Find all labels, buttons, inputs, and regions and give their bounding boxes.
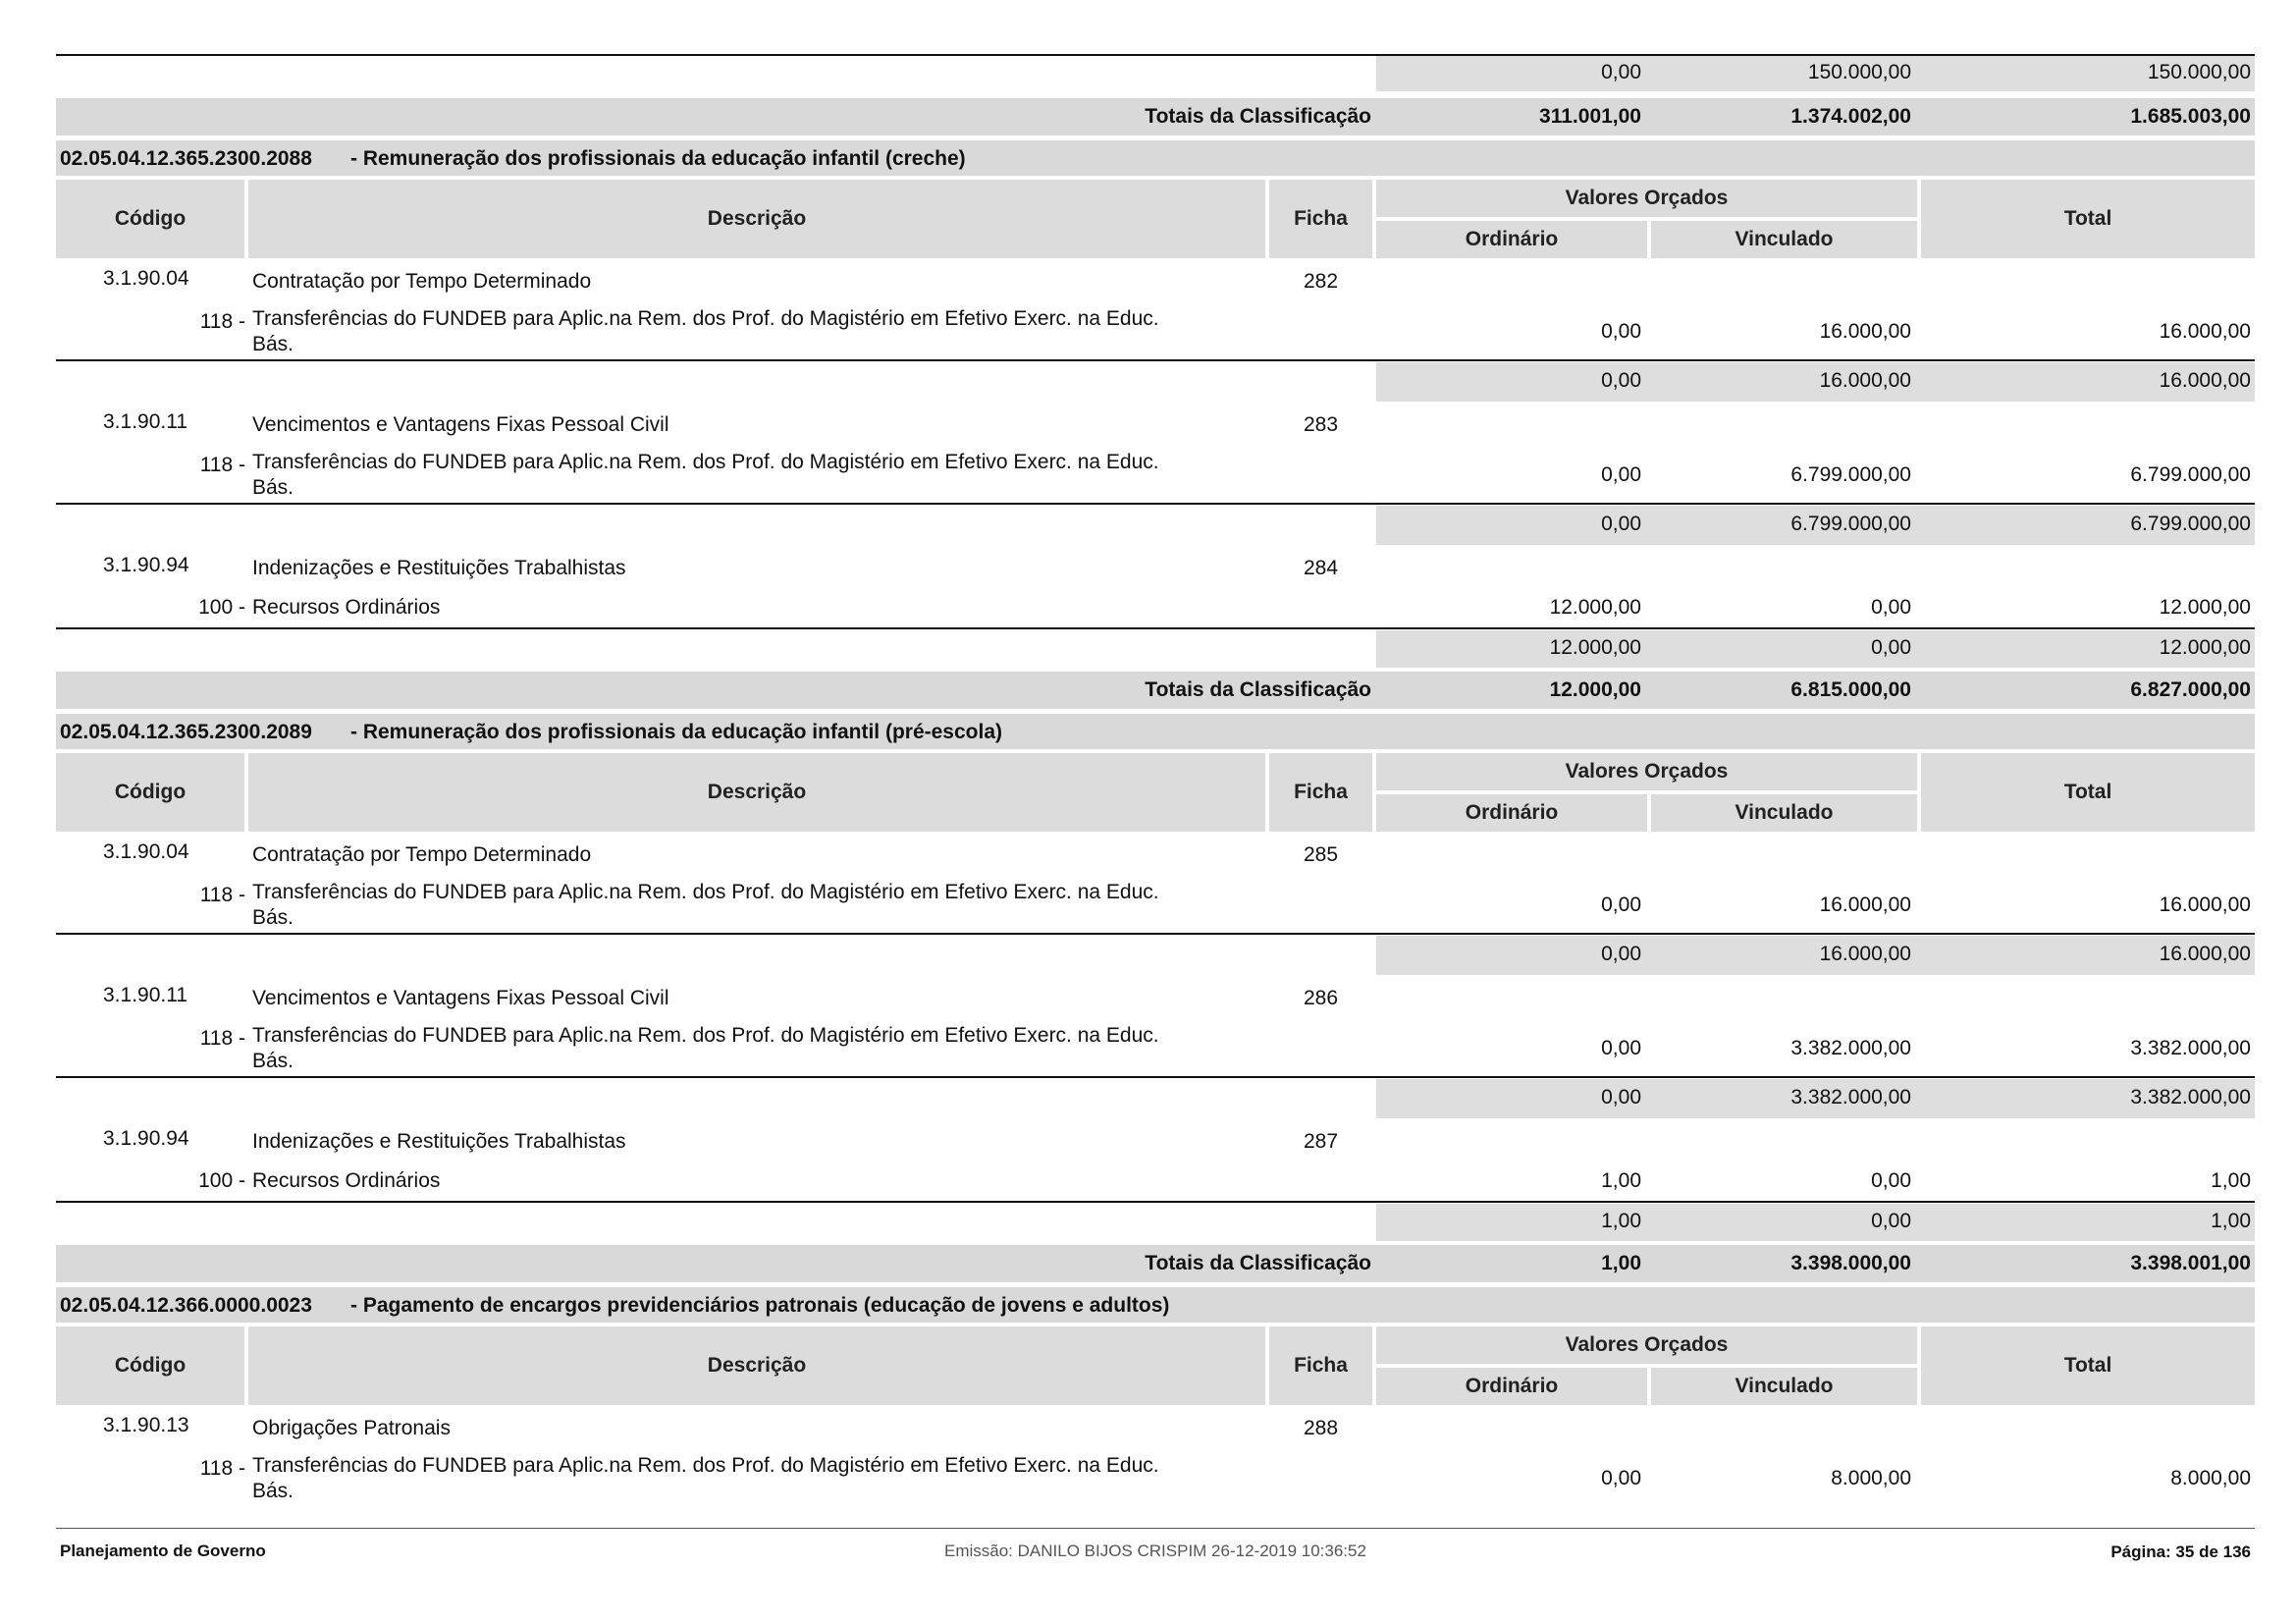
totals-vinculado: 3.398.000,00 <box>1790 1252 1911 1274</box>
fonte-code: 118 - <box>199 1457 245 1480</box>
fonte-code: 118 - <box>199 884 245 906</box>
value-ordinario: 0,00 <box>1601 1467 1641 1489</box>
col-valores-orcados: Valores Orçados <box>1376 753 1917 790</box>
totals-vinculado: 1.374.002,00 <box>1790 105 1911 128</box>
value-total: 3.382.000,00 <box>2130 1037 2251 1059</box>
item-descricao: Obrigações Patronais <box>252 1417 451 1439</box>
item-codigo: 3.1.90.94 <box>103 554 189 576</box>
item-descricao: Indenizações e Restituições Trabalhistas <box>252 557 626 579</box>
col-ordinario: Ordinário <box>1376 221 1647 258</box>
item-ficha: 284 <box>1303 557 1339 579</box>
rule <box>56 627 2255 629</box>
subtotal-ordinario: 0,00 <box>1601 1086 1641 1109</box>
footer-page-number: Página: 35 de 136 <box>2110 1542 2251 1561</box>
fonte-desc: Transferências do FUNDEB para Aplic.na Rem. dos Prof. do Magistério em Efetivo Exerc. na Educ. <box>252 1454 1159 1477</box>
item-codigo: 3.1.90.94 <box>103 1127 189 1150</box>
col-descricao: Descrição <box>248 180 1265 258</box>
fonte-desc-cont: Bás. <box>252 1480 294 1502</box>
subtotal-ordinario: 0,00 <box>1601 943 1641 965</box>
col-ordinario: Ordinário <box>1376 1368 1647 1405</box>
subtotal-vinculado: 6.799.000,00 <box>1790 513 1911 535</box>
subtotal-ordinario: 1,00 <box>1601 1210 1641 1232</box>
value-vinculado: 0,00 <box>1871 596 1911 619</box>
value-vinculado: 16.000,00 <box>1819 893 1911 916</box>
col-ficha: Ficha <box>1269 180 1372 258</box>
footer-emission: Emissão: DANILO BIJOS CRISPIM 26-12-2019 10:36:52 <box>944 1542 1366 1560</box>
value-ordinario: 0,00 <box>1601 893 1641 916</box>
subtotal-ordinario: 0,00 <box>1601 61 1641 83</box>
rule <box>56 1201 2255 1203</box>
value-total: 8.000,00 <box>2170 1467 2251 1489</box>
value-ordinario: 1,00 <box>1601 1169 1641 1192</box>
value-vinculado: 3.382.000,00 <box>1790 1037 1911 1059</box>
value-total: 16.000,00 <box>2159 320 2251 343</box>
subtotal-vinculado: 3.382.000,00 <box>1790 1086 1911 1109</box>
item-codigo: 3.1.90.11 <box>103 410 188 433</box>
col-ficha: Ficha <box>1269 1326 1372 1405</box>
item-descricao: Contratação por Tempo Determinado <box>252 270 592 293</box>
section-code: 02.05.04.12.365.2300.2089 <box>60 721 312 743</box>
footer-left: Planejamento de Governo <box>60 1542 266 1560</box>
totals-label: Totais da Classificação <box>1145 105 1371 128</box>
fonte-code: 118 - <box>199 454 245 476</box>
value-total: 12.000,00 <box>2159 596 2251 619</box>
col-descricao: Descrição <box>248 1326 1265 1405</box>
subtotal-total: 16.000,00 <box>2159 943 2251 965</box>
fonte-desc-cont: Bás. <box>252 1050 294 1072</box>
col-ficha: Ficha <box>1269 753 1372 832</box>
subtotal-ordinario: 12.000,00 <box>1549 636 1641 659</box>
value-vinculado: 16.000,00 <box>1819 320 1911 343</box>
col-codigo: Código <box>56 180 244 258</box>
totals-vinculado: 6.815.000,00 <box>1790 678 1911 701</box>
value-ordinario: 0,00 <box>1601 1037 1641 1059</box>
item-ficha: 286 <box>1303 987 1339 1009</box>
item-codigo: 3.1.90.11 <box>103 984 188 1006</box>
subtotal-total: 16.000,00 <box>2159 369 2251 392</box>
totals-total: 1.685.003,00 <box>2130 105 2251 128</box>
col-codigo: Código <box>56 1326 244 1405</box>
subtotal-total: 12.000,00 <box>2159 636 2251 659</box>
fonte-desc: Transferências do FUNDEB para Aplic.na Rem. dos Prof. do Magistério em Efetivo Exerc. na Educ. <box>252 881 1159 903</box>
fonte-code: 100 - <box>198 596 245 619</box>
fonte-desc: Transferências do FUNDEB para Aplic.na Rem. dos Prof. do Magistério em Efetivo Exerc. na Educ. <box>252 307 1159 330</box>
subtotal-vinculado: 150.000,00 <box>1807 61 1911 83</box>
subtotal-vinculado: 0,00 <box>1871 636 1911 659</box>
item-descricao: Vencimentos e Vantagens Fixas Pessoal Civil <box>252 413 669 436</box>
rule <box>56 359 2255 361</box>
totals-ordinario: 1,00 <box>1601 1252 1641 1274</box>
col-total: Total <box>1921 180 2255 258</box>
col-total: Total <box>1921 1326 2255 1405</box>
col-codigo: Código <box>56 753 244 832</box>
col-vinculado: Vinculado <box>1651 221 1917 258</box>
value-ordinario: 0,00 <box>1601 463 1641 486</box>
item-codigo: 3.1.90.13 <box>103 1414 189 1436</box>
value-ordinario: 12.000,00 <box>1549 596 1641 619</box>
value-vinculado: 8.000,00 <box>1831 1467 1911 1489</box>
totals-ordinario: 12.000,00 <box>1549 678 1641 701</box>
col-ordinario: Ordinário <box>1376 794 1647 832</box>
fonte-code: 118 - <box>199 310 245 333</box>
section-title: - Remuneração dos profissionais da educação infantil (creche) <box>350 147 966 170</box>
fonte-desc: Recursos Ordinários <box>252 1169 441 1192</box>
item-descricao: Contratação por Tempo Determinado <box>252 843 592 866</box>
rule <box>56 933 2255 935</box>
subtotal-vinculado: 16.000,00 <box>1819 369 1911 392</box>
fonte-desc-cont: Bás. <box>252 476 294 499</box>
subtotal-total: 6.799.000,00 <box>2130 513 2251 535</box>
item-codigo: 3.1.90.04 <box>103 840 189 863</box>
fonte-code: 100 - <box>198 1169 245 1192</box>
value-ordinario: 0,00 <box>1601 320 1641 343</box>
section-code: 02.05.04.12.366.0000.0023 <box>60 1294 312 1317</box>
value-vinculado: 0,00 <box>1871 1169 1911 1192</box>
item-ficha: 282 <box>1303 270 1339 293</box>
col-descricao: Descrição <box>248 753 1265 832</box>
totals-label: Totais da Classificação <box>1145 1252 1371 1274</box>
fonte-desc: Transferências do FUNDEB para Aplic.na Rem. dos Prof. do Magistério em Efetivo Exerc. na Educ. <box>252 451 1159 473</box>
section-title: - Remuneração dos profissionais da educação infantil (pré-escola) <box>350 721 1003 743</box>
subtotal-vinculado: 0,00 <box>1871 1210 1911 1232</box>
rule <box>56 503 2255 505</box>
totals-total: 6.827.000,00 <box>2130 678 2251 701</box>
subtotal-total: 3.382.000,00 <box>2130 1086 2251 1109</box>
col-valores-orcados: Valores Orçados <box>1376 180 1917 217</box>
value-total: 6.799.000,00 <box>2130 463 2251 486</box>
fonte-code: 118 - <box>199 1027 245 1050</box>
fonte-desc-cont: Bás. <box>252 906 294 929</box>
fonte-desc-cont: Bás. <box>252 333 294 355</box>
fonte-desc: Recursos Ordinários <box>252 596 441 619</box>
totals-label: Totais da Classificação <box>1145 678 1371 701</box>
col-total: Total <box>1921 753 2255 832</box>
item-codigo: 3.1.90.04 <box>103 267 189 290</box>
col-valores-orcados: Valores Orçados <box>1376 1326 1917 1364</box>
subtotal-vinculado: 16.000,00 <box>1819 943 1911 965</box>
totals-total: 3.398.001,00 <box>2130 1252 2251 1274</box>
subtotal-ordinario: 0,00 <box>1601 369 1641 392</box>
subtotal-total: 150.000,00 <box>2147 61 2251 83</box>
section-title: - Pagamento de encargos previdenciários patronais (educação de jovens e adultos) <box>350 1294 1170 1317</box>
item-descricao: Indenizações e Restituições Trabalhistas <box>252 1130 626 1153</box>
col-vinculado: Vinculado <box>1651 794 1917 832</box>
report-page <box>56 0 2255 1623</box>
totals-ordinario: 311.001,00 <box>1539 105 1641 128</box>
item-ficha: 287 <box>1303 1130 1339 1153</box>
subtotal-ordinario: 0,00 <box>1601 513 1641 535</box>
rule <box>56 1076 2255 1078</box>
col-vinculado: Vinculado <box>1651 1368 1917 1405</box>
subtotal-total: 1,00 <box>2211 1210 2251 1232</box>
fonte-desc: Transferências do FUNDEB para Aplic.na Rem. dos Prof. do Magistério em Efetivo Exerc. na Educ. <box>252 1024 1159 1047</box>
footer-rule <box>56 1528 2255 1529</box>
value-vinculado: 6.799.000,00 <box>1790 463 1911 486</box>
section-code: 02.05.04.12.365.2300.2088 <box>60 147 312 170</box>
item-descricao: Vencimentos e Vantagens Fixas Pessoal Civil <box>252 987 669 1009</box>
item-ficha: 288 <box>1303 1417 1339 1439</box>
item-ficha: 285 <box>1303 843 1339 866</box>
value-total: 1,00 <box>2211 1169 2251 1192</box>
item-ficha: 283 <box>1303 413 1339 436</box>
value-total: 16.000,00 <box>2159 893 2251 916</box>
